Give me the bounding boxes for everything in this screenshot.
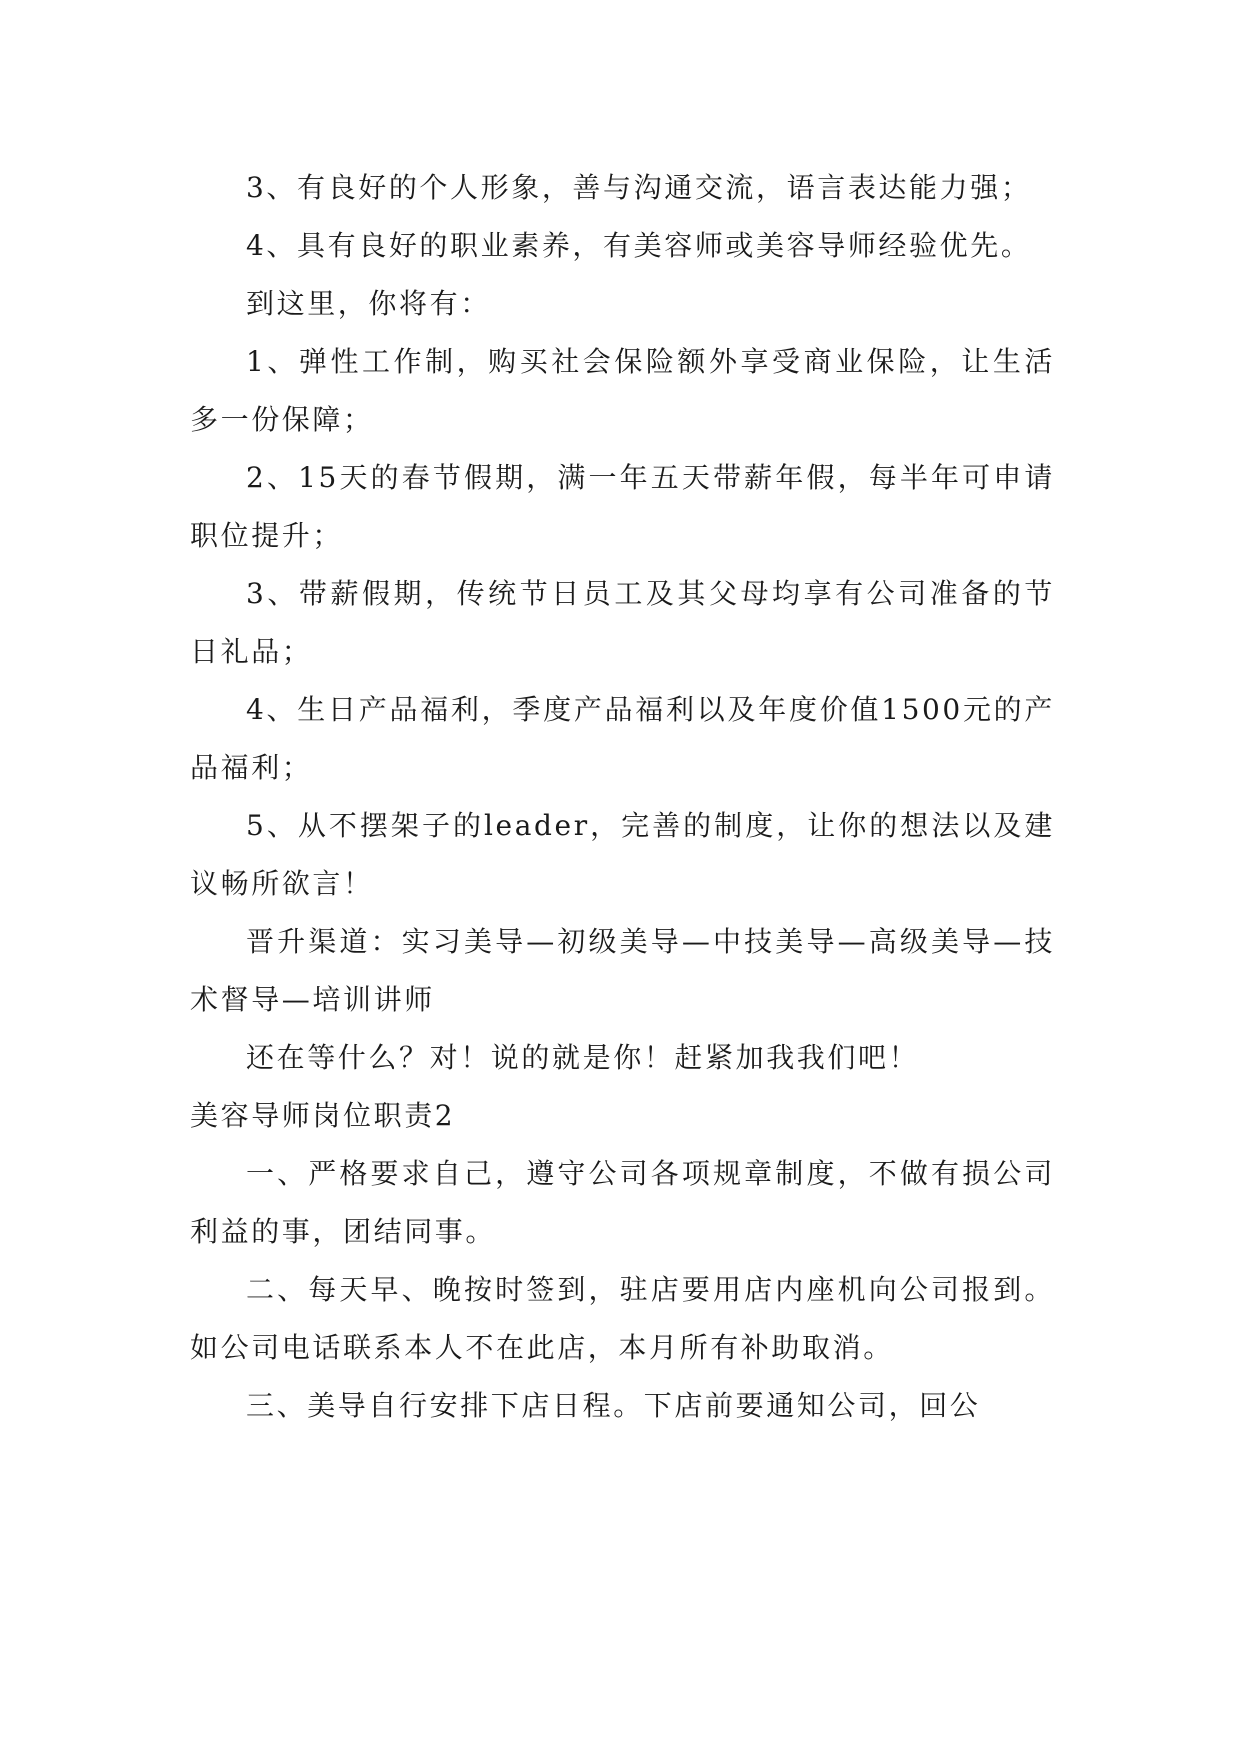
paragraph-benefit-1: 1、弹性工作制，购买社会保险额外享受商业保险，让生活多一份保障； [190,345,1055,436]
paragraph-duty-3: 三、美导自行安排下店日程。下店前要通知公司，回公 [246,1389,981,1422]
section-heading: 美容导师岗位职责2 [190,1099,456,1132]
document-body [190,159,1055,1435]
paragraph-duty-2: 二、每天早、晚按时签到，驻店要用店内座机向公司报到。如公司电话联系本人不在此店，本月所有补助取消。 [190,1273,1055,1364]
paragraph-benefit-4: 4、生日产品福利，季度产品福利以及年度价值1500元的产品福利； [190,693,1055,784]
paragraph-benefit-5: 5、从不摆架子的leader，完善的制度，让你的想法以及建议畅所欲言！ [190,809,1055,900]
paragraph-requirement-4: 4、具有良好的职业素养，有美容师或美容导师经验优先。 [246,229,1032,262]
paragraph-benefit-3: 3、带薪假期，传统节日员工及其父母均享有公司准备的节日礼品； [190,577,1055,668]
paragraph-promotion-path: 晋升渠道：实习美导—初级美导—中技美导—高级美导—技术督导—培训讲师 [190,925,1055,1016]
paragraph-duty-1: 一、严格要求自己，遵守公司各项规章制度，不做有损公司利益的事，团结同事。 [190,1157,1055,1248]
paragraph-benefit-2: 2、15天的春节假期，满一年五天带薪年假，每半年可申请职位提升； [190,461,1055,552]
paragraph-requirement-3: 3、有良好的个人形象，善与沟通交流，语言表达能力强； [246,171,1032,204]
paragraph-benefits-intro: 到这里，你将有： [246,287,491,320]
paragraph-call-to-action: 还在等什么？对！说的就是你！赶紧加我我们吧！ [246,1041,920,1074]
